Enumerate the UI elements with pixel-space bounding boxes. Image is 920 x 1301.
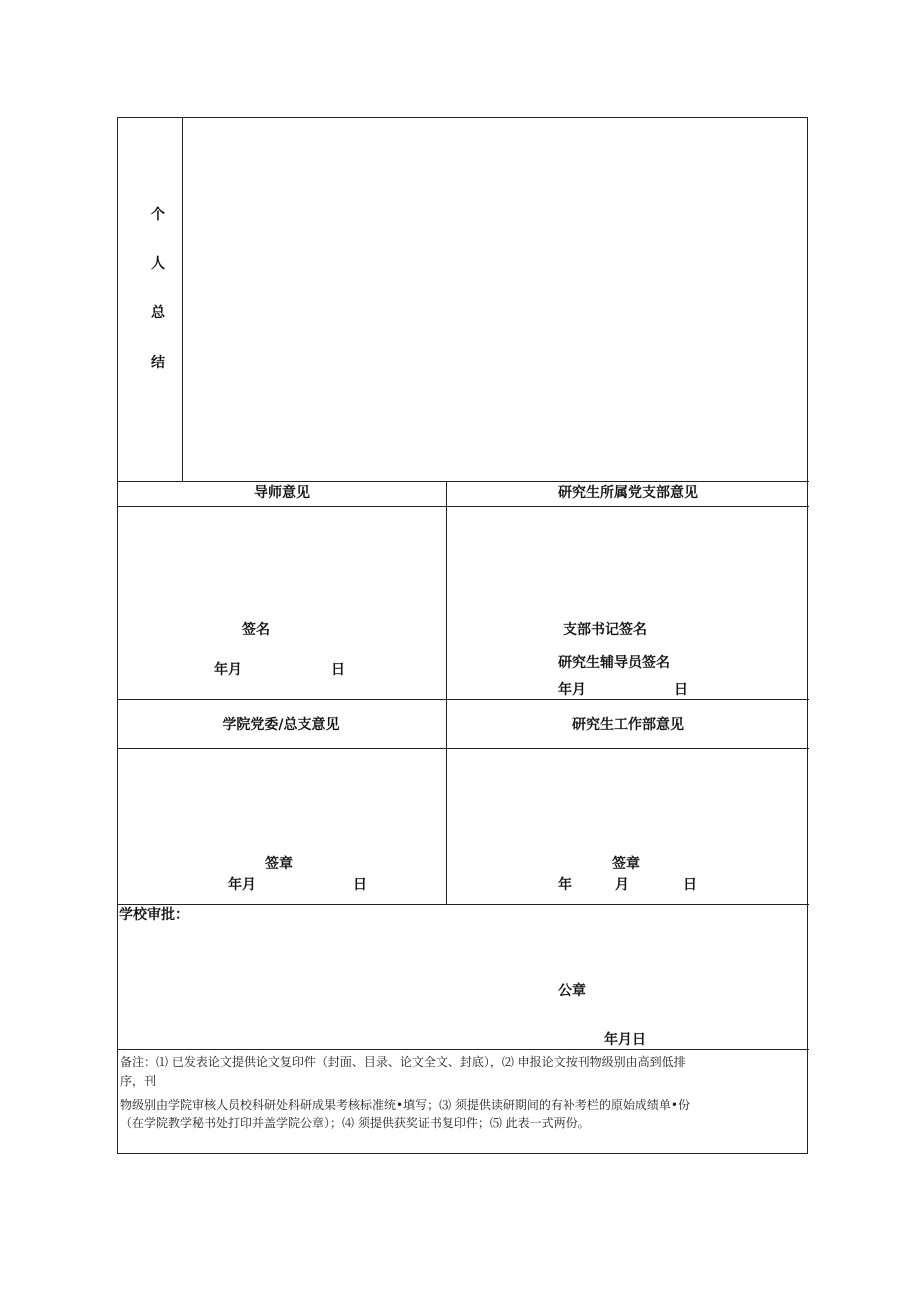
advisor-sign-label: 签名 — [242, 622, 270, 638]
summary-label-char: 结 — [151, 355, 165, 371]
college-party-seal-label: 签章 — [265, 856, 293, 872]
notes-line-2: 序，刊 — [120, 1074, 157, 1088]
summary-label-char: 总 — [151, 305, 165, 321]
advisor-opinion-header: 导师意见 — [254, 485, 310, 501]
advisor-date-d: 日 — [331, 662, 345, 678]
grad-work-date-m: 月 — [615, 877, 629, 893]
notes-line-3: 物级别由学院审核人员校科研处科研成果考核标准统•填写；⑶ 须提供读研期间的有补考栏的原始成绩单•份 — [120, 1098, 690, 1112]
grad-work-opinion-header: 研究生工作部意见 — [572, 717, 684, 733]
school-date: 年月日 — [604, 1032, 646, 1048]
summary-label-char: 个 — [151, 207, 165, 223]
row-divider-6 — [118, 1049, 809, 1050]
row-divider-1 — [118, 481, 809, 482]
school-approval-area[interactable] — [118, 924, 807, 1049]
branch-secretary-sign-label: 支部书记签名 — [563, 622, 647, 638]
college-party-date-d: 日 — [353, 877, 367, 893]
application-form — [117, 117, 808, 1154]
row-divider-5 — [118, 904, 809, 905]
advisor-opinion-area[interactable] — [118, 507, 446, 699]
notes-line-1: 备注：⑴ 已发表论文提供论文复印件（封面、目录、论文全文、封底），⑵ 申报论文按刊物级别由高到低排 — [120, 1055, 686, 1069]
row-divider-3 — [118, 699, 809, 700]
college-party-date-ym: 年月 — [228, 877, 256, 893]
grad-work-seal-label: 签章 — [612, 856, 640, 872]
summary-label-char: 人 — [151, 256, 165, 272]
advisor-date-ym: 年月 — [214, 662, 242, 678]
grad-work-date-d: 日 — [683, 877, 697, 893]
counselor-sign-label: 研究生辅导员签名 — [558, 655, 670, 671]
college-party-opinion-area[interactable] — [118, 749, 446, 904]
school-approval-label: 学校审批： — [119, 907, 189, 923]
summary-content-area[interactable] — [183, 118, 807, 481]
grad-work-date-y: 年 — [558, 877, 572, 893]
party-branch-date-d: 日 — [674, 682, 688, 698]
notes-line-4: （在学院教学秘书处打印并盖学院公章）；⑷ 须提供获奖证书复印件；⑸ 此表一式两份。 — [120, 1116, 590, 1130]
party-branch-opinion-header: 研究生所属党支部意见 — [558, 485, 698, 501]
school-seal-label: 公章 — [558, 983, 586, 999]
party-branch-date-ym: 年月 — [558, 682, 586, 698]
college-party-opinion-header: 学院党委/总支意见 — [222, 717, 340, 733]
